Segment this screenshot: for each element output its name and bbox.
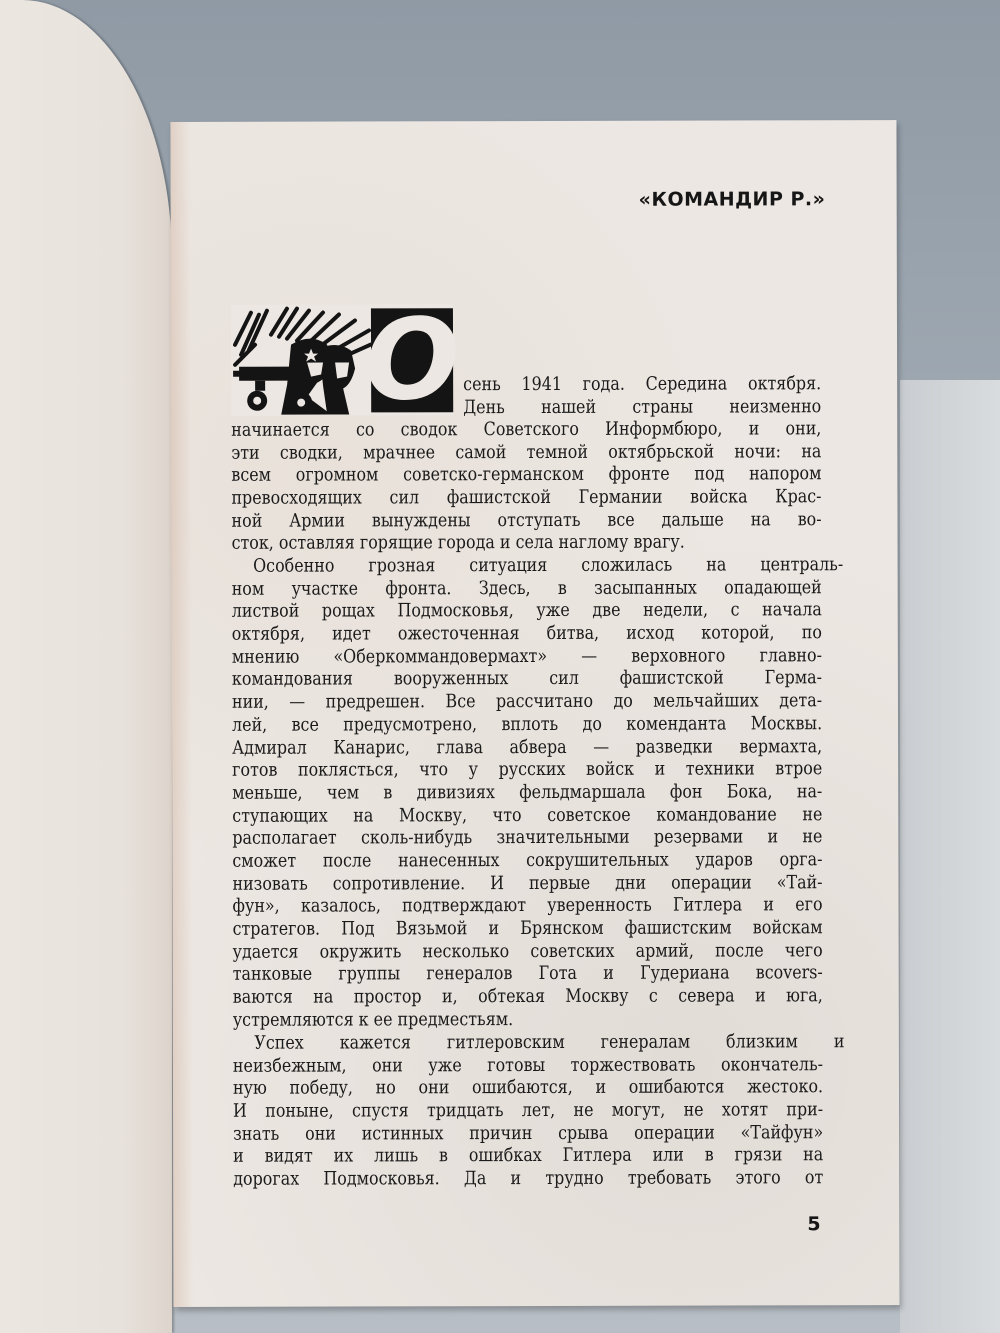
text-line: лей, все предусмотрено, вплоть до коменданта Москвы. [232,713,823,736]
text-line: И поныне, спустя тридцать лет, не могут, не хотят при- [233,1099,824,1122]
text-line: танковые группы генералов Гота и Гудериана вcovers- [232,962,823,986]
text-line: низовать сопротивление. И первые дни операции «Тай- [232,871,823,895]
text-line: фун», казалось, подтверждают уверенность Гитлера и его [232,894,823,918]
text-line: сень 1941 года. Середина октября. [463,373,822,396]
dropcap-illustration [231,295,460,426]
text-line: удается окружить несколько советских армий, после чего [232,939,823,963]
text-line: начинается со сводок Советского Информбюро, и они, [231,418,822,441]
text-line: стратегов. Под Вязьмой и Брянском фашистским войскам [232,917,823,940]
text-line: листвой рощах Подмосковья, уже две недели, с начала [231,599,822,623]
text-line: мнению «Оберкоммандовермахт» — верховного главно- [231,644,822,668]
text-line: сток, оставляя горящие города и села наглому врагу. [231,532,685,555]
text-line: и видят их лишь в ошибках Гитлера или в грязи на [233,1144,824,1168]
soldiers-illustration-icon [231,304,371,415]
text-line: ном участке фронта. Здесь, в засыпанных опадающей [231,576,822,600]
text-line: ную победу, но они ошибаются, и ошибаются жестоко. [232,1076,824,1100]
text-line: превосходящих сил фашистской Германии войска Крас- [231,486,822,509]
paragraph-3 [232,1031,845,1191]
first-lines [463,373,821,419]
page-number: 5 [807,1213,821,1236]
text-line: дорогах Подмосковья. Да и трудно требовать этого от [233,1167,824,1190]
text-line: меньше, чем в дивизиях фельдмаршала фон Бока, на- [232,781,823,804]
text-line: Особенно грозная ситуация сложилась на централь- [253,554,844,577]
text-line: Адмирал Канарис, глава абвера — разведки вермахта, [232,735,823,759]
text-line: эти сводки, мрачнее самой темной октябрьской ночи: на [231,440,822,464]
text-line: командования вооруженных сил фашистской Герма- [231,667,823,691]
text-line: сможет после нанесенных сокрушительных ударов орга- [232,849,823,872]
paragraph-1 [231,418,821,556]
left-page-curl [0,0,172,1333]
text-line: День нашей страны неизменно [463,395,822,418]
running-head: «КОМАНДИР Р.» [638,188,826,211]
paragraph-2 [231,554,844,1032]
dropcap-letter: О [364,295,460,426]
text-line: Успех кажется гитлеровским генералам близким и [254,1031,845,1054]
text-line: неизбежным, они уже готовы торжествовать окончатель- [232,1053,824,1077]
text-line: всем огромном советско-германском фронте под напором [231,463,822,487]
text-line: нии, — предрешен. Все рассчитано до мельчайших дета- [231,690,823,713]
text-line: ваются на простор и, обтекая Москву с севера и юга, [232,985,823,1008]
text-line: ступающих на Москву, что советское командование не [232,803,823,827]
text-line: ной Армии вынуждены отступать все дальше на во- [231,508,822,532]
text-line: знать они истинных причин срыва операции «Тайфун» [233,1121,824,1145]
book-page [170,120,899,1307]
table-surface-lit [900,380,1000,1333]
dropcap-box [364,295,460,426]
text-line: октября, идет ожесточенная битва, исход которой, по [231,622,822,645]
text-line: располагает сколь-нибудь значительными резервами и не [232,826,823,850]
text-line: устремляются к ее предместьям. [232,1008,514,1031]
text-line: готов поклясться, что у русских войск и техники втрое [232,758,823,781]
